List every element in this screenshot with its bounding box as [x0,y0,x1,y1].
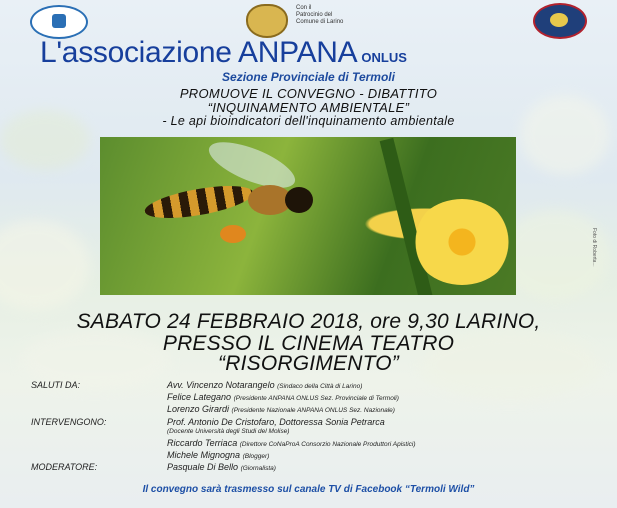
photo-credit: Foto di Roberta... [591,228,597,267]
speaker-row [167,417,385,427]
title-suffix: ONLUS [361,50,407,65]
anpana-logo [30,5,88,39]
speaker-role: (Presidente Nazionale ANPANA ONLUS Sez. Nazionale) [231,407,395,414]
speaker-row [167,392,399,402]
pollen-basket [220,225,246,243]
yellow-flower [412,199,512,285]
speaker-row [167,404,395,414]
promo-line-2: “INQUINAMENTO AMBIENTALE” [207,100,410,115]
guardie-zoofile-badge-icon [533,3,587,39]
bg-flower-blob [0,220,90,310]
event-venue-name: “RISORGIMENTO” [218,352,399,375]
title-text: L'associazione ANPANA [40,36,358,69]
poster-subtitle: Sezione Provinciale di Termoli [222,70,395,84]
comune-larino-crest-icon [246,4,288,38]
speaker-role: (Giornalista) [240,465,276,472]
broadcast-notice: Il convegno sarà trasmesso sul canale TV di Facebook “Termoli Wild” [142,484,475,495]
patronage-line: Con il [296,5,312,11]
speaker-name: Lorenzo Girardi [167,404,230,414]
speaker-name: Riccardo Terriaca [167,438,238,448]
speaker-name: Michele Mignogna [167,450,241,460]
poster-title [40,36,407,70]
speaker-row [167,462,276,472]
speaker-role: (Sindaco della Città di Larino) [277,383,363,390]
patronage-line: Patrocinio del [296,12,333,18]
speaker-role: (Docente Università degli Studi del Molise) [167,428,290,435]
patronage-line: Comune di Larino [296,19,344,25]
moderatore-label: MODERATORE: [31,462,98,472]
speaker-row [167,450,269,460]
speaker-name: Felice Lategano [167,392,232,402]
event-venue-line: PRESSO IL CINEMA TEATRO [162,332,455,355]
event-date-line: SABATO 24 FEBBRAIO 2018, ore 9,30 LARINO, [76,310,541,333]
speaker-role: (Direttore CoNaProA Consorzio Nazionale Produttori Apistici) [239,441,416,448]
saluti-label: SALUTI DA: [31,380,81,390]
promo-line-3: - Le api bioindicatori dell'inquinamento ambientale [162,114,455,128]
patronage-text [296,5,343,26]
speaker-role: (Blogger) [242,453,270,460]
speaker-name: Avv. Vincenzo Notarangelo [167,380,275,390]
bee-photo [100,137,516,295]
speaker-row [167,438,416,448]
speaker-row [167,380,362,390]
speaker-role: (Presidente ANPANA ONLUS Sez. Provinciale di Termoli) [233,395,399,402]
speaker-name: Prof. Antonio De Cristofaro, Dottoressa Sonia Petrarca [167,417,385,427]
bee-abdomen [143,180,256,225]
promo-line-1: PROMUOVE IL CONVEGNO - DIBATTITO [179,86,438,101]
interventi-label: INTERVENGONO: [31,417,107,427]
speaker-name: Pasquale Di Bello [167,462,239,472]
bee-head [285,187,313,213]
